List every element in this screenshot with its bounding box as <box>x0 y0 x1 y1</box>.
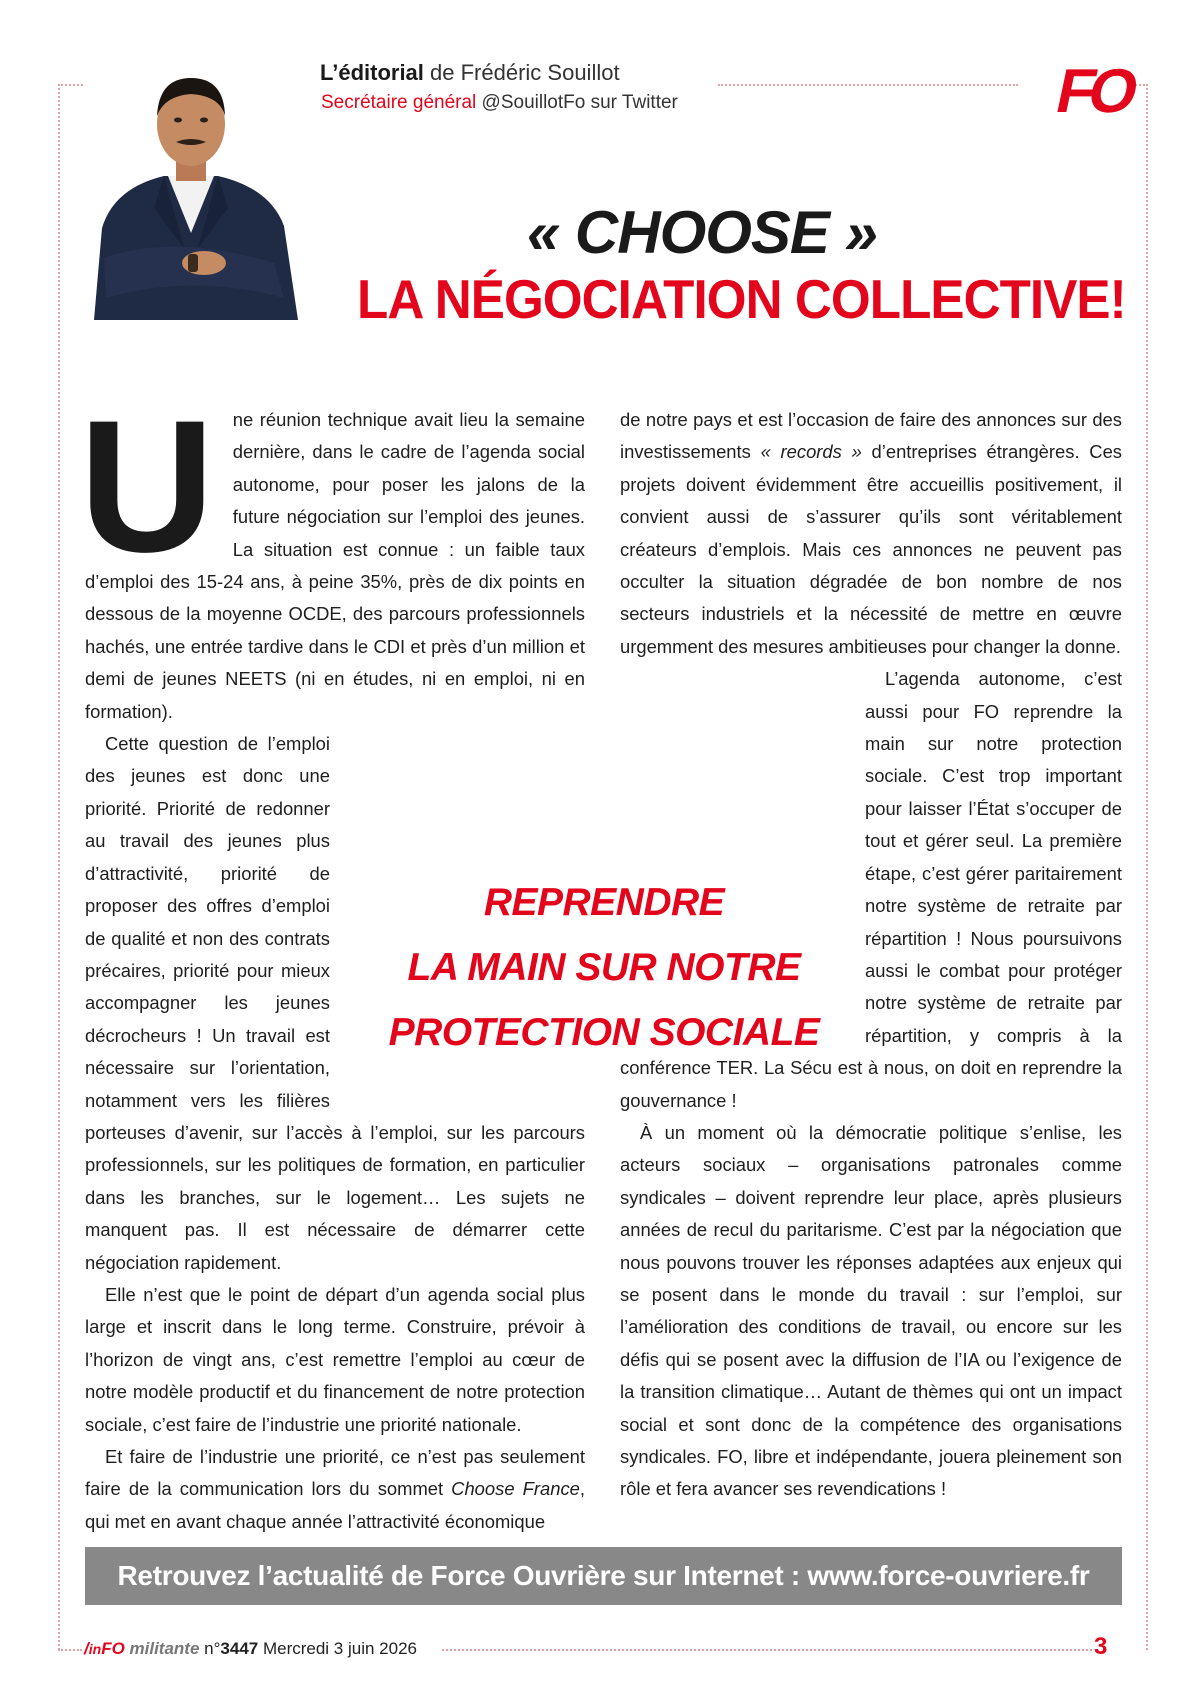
fo-logo <box>1048 52 1140 126</box>
footer-rule <box>442 1649 1092 1651</box>
p5-text-a: de notre pays et est l’occasion de faire des annonces sur des investissements <box>620 409 1122 463</box>
footer-slash: / <box>84 1639 89 1658</box>
p5-italic: « records » <box>760 441 862 463</box>
pull-quote-line-1: REPRENDRE <box>483 881 725 924</box>
pull-quote-line-2: LA MAIN SUR NOTRE <box>407 946 801 989</box>
footer-publication <box>84 1636 417 1662</box>
article-paragraph-1: ne réunion technique avait lieu la semaine dernière, dans le cadre de l’agenda social autonome, pour poser les jalons de la future négociation sur l’emploi des jeunes. La situation est connue : un faible taux d’emploi des 15-24 ans, à peine 35%, près de dix points en dessous de la moyenne OCDE, des parcours professionnels hachés, une entrée tardive dans le CDI et près d’un million et demi de jeunes NEETS (ni en études, ni en emploi, ni en formation). <box>85 409 585 722</box>
website-banner[interactable]: Retrouvez l’actualité de Force Ouvrière sur Internet : www.force-ouvriere.fr <box>85 1547 1122 1605</box>
footer-brand-fo: FO <box>101 1639 125 1658</box>
p4-italic: Choose France <box>451 1478 580 1500</box>
drop-cap: U <box>79 381 215 591</box>
frame-top-right <box>718 84 1018 86</box>
footer-date: Mercredi 3 juin 2026 <box>258 1639 417 1658</box>
pull-quote-line-3: PROTECTION SOCIALE <box>388 1011 820 1054</box>
footer-issue-prefix: n° <box>199 1639 221 1658</box>
p4-text-a: Et faire de l’industrie une priorité, ce n’est pas seulement faire de la communication lors du sommet <box>85 1446 585 1500</box>
article-paragraph-2: Cette question de l’emploi des jeunes est donc une priorité. Priorité de redonner au travail des jeunes plus d’attractivité, priorité de proposer des offres d’emploi de qualité et non des contrats précaires, priorité pour mieux accompagner les jeunes décrocheurs ! Un travail est nécessaire sur l’orientation, notamment vers les filières porteuses d’avenir, sur l’accès à l’emploi, sur les parcours professionnels, sur les politiques de formation, en particulier dans les branches, sur le logement… Les sujets ne manquent pas. Il est nécessaire de démarrer cette négociation rapidement. <box>85 733 585 1273</box>
editorial-label: L’éditorial <box>320 60 424 85</box>
p4-text-b: , qui met en avant chaque année l’attractivité économique <box>85 1478 585 1532</box>
frame-left <box>58 84 60 1650</box>
pull-quote <box>374 870 834 1065</box>
author-portrait <box>84 58 298 320</box>
headline-line-1: « CHOOSE » <box>526 199 877 266</box>
footer-brand-in: in <box>88 1641 102 1657</box>
author-subline <box>321 90 678 116</box>
article-paragraph-3: Elle n’est que le point de départ d’un agenda social plus large et inscrit dans le long terme. Construire, prévoir à l’horizon de vingt ans, c’est remettre l’emploi au cœur de notre modèle productif et du financement de notre protection sociale, c’est faire de l’industrie une priorité nationale. <box>85 1283 585 1435</box>
fo-logo-text: FO <box>1050 56 1140 126</box>
p5-text-b: d’entreprises étrangères. Ces projets doivent évidemment être accueillis positivement, il convient aussi de s’assurer qu’ils sont véritablement créateurs d’emplois. Mais ces annonces ne peuvent pas occulter la situation dégradée de bon nombre de nos secteurs industriels et la nécessité de mettre en œuvre urgemment des mesures ambitieuses pour changer la donne. <box>620 441 1123 657</box>
article-paragraph-4 <box>85 1441 585 1538</box>
author-name: de Frédéric Souillot <box>423 60 620 85</box>
article-paragraph-6: L’agenda autonome, c’est aussi pour FO reprendre la main sur notre protection sociale. C’est trop important pour laisser l’État s’occuper de tout et gérer seul. La première étape, c’est gérer paritairement notre système de retraite par répartition ! Nous poursuivons aussi le combat pour protéger notre système de retraite par répartition, y compris à la conférence TER. La Sécu est à nous, on doit en reprendre la gouvernance ! <box>620 668 1122 1111</box>
article-paragraph-5 <box>620 404 1122 663</box>
article-paragraph-7: À un moment où la démocratie politique s’enlise, les acteurs sociaux – organisations patronales comme syndicales – doivent reprendre leur place, après plusieurs années de recul du paritarisme. C’est par la négociation que nous pouvons trouver les réponses adaptées aux enjeux qui se posent dans le monde du travail : sur l’emploi, sur l’amélioration des conditions de travail, ou encore sur les défis qui se posent avec la diffusion de l’IA ou l’exigence de la transition climatique… Autant de thèmes qui ont un impact social et sont donc de la compétence des organisations syndicales. FO, libre et indépendante, jouera pleinement son rôle et fera avancer ses revendications ! <box>620 1121 1122 1500</box>
footer-issue-number: 3447 <box>220 1639 259 1658</box>
frame-right <box>1146 84 1148 1650</box>
twitter-handle[interactable]: @SouillotFo sur Twitter <box>476 92 678 113</box>
editorial-byline <box>320 58 620 88</box>
footer-brand-militante: militante <box>124 1639 200 1658</box>
headline-line-2: LA NÉGOCIATION COLLECTIVE! <box>357 268 1126 330</box>
author-role: Secrétaire général <box>321 92 477 113</box>
page-number: 3 <box>1094 1633 1108 1660</box>
footer-rule-left <box>58 1649 82 1651</box>
